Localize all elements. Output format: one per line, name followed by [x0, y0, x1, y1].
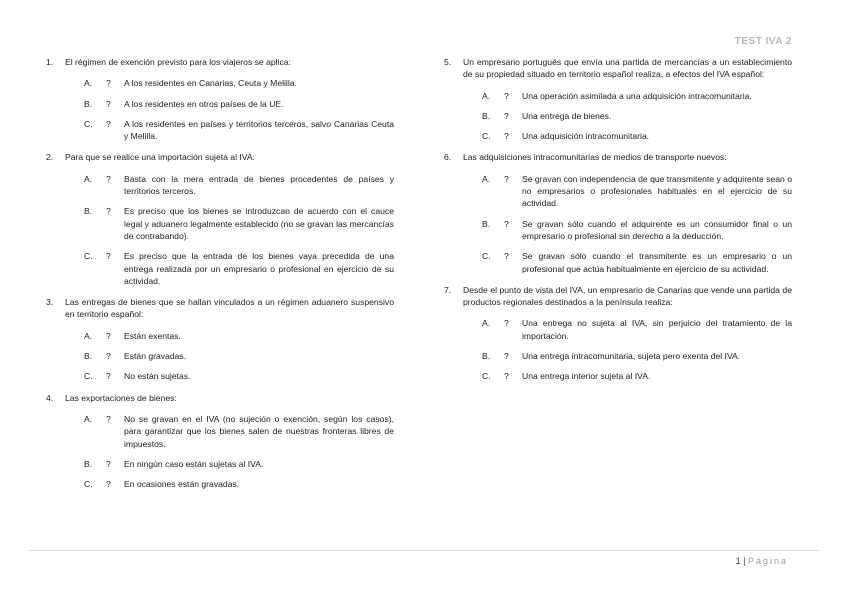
option-checkbox-mark[interactable]: ?	[504, 90, 509, 101]
option-checkbox-mark[interactable]: ?	[504, 218, 509, 229]
option-text: Es preciso que los bienes se introduzcan de acuerdo con el cauce legal y aduanero legalmente establecido (no se gravan las mercancías de contrabando).	[124, 206, 394, 241]
document-header-title: TEST IVA 2	[734, 36, 792, 47]
option-letter: B.	[84, 458, 93, 469]
option-checkbox-mark[interactable]: ?	[106, 251, 111, 262]
option-a[interactable]	[65, 330, 394, 342]
option-text: A los residentes en otros países de la UE.	[124, 98, 284, 109]
option-b[interactable]	[463, 218, 792, 243]
question-number: 3.	[46, 297, 54, 308]
question-number: 5.	[444, 57, 452, 67]
option-checkbox-mark[interactable]: ?	[504, 173, 509, 184]
question-3	[46, 296, 394, 382]
option-letter: C.	[482, 371, 491, 382]
option-text: Se gravan sólo cuando el adquirente es un consumidor final o un empresario o profesional sin derecho a la deducción.	[522, 218, 792, 241]
option-c[interactable]	[65, 370, 394, 382]
option-letter: B.	[84, 206, 93, 217]
option-letter: B.	[482, 110, 491, 121]
option-text: Se gravan sólo cuando el transmitente es un empresario o un profesional que actúa habitualmente en ejercicio de su actividad.	[522, 251, 792, 274]
question-number: 4.	[46, 392, 54, 403]
option-b[interactable]	[463, 350, 792, 362]
option-checkbox-mark[interactable]: ?	[106, 479, 111, 490]
question-options	[65, 413, 394, 490]
page-label: Página	[747, 556, 788, 566]
option-letter: A.	[84, 330, 93, 341]
question-number: 6.	[444, 152, 452, 163]
option-text: Una entrega no sujeta al IVA, sin perjuicio del tratamiento de la importación.	[522, 318, 792, 341]
option-checkbox-mark[interactable]: ?	[504, 318, 509, 329]
option-text: En ocasiones están gravadas.	[124, 479, 240, 490]
option-letter: C.	[84, 118, 93, 129]
question-4	[46, 392, 394, 491]
option-checkbox-mark[interactable]: ?	[106, 330, 111, 341]
option-c[interactable]	[463, 130, 792, 142]
option-checkbox-mark[interactable]: ?	[106, 458, 111, 469]
option-text: Están exentas.	[124, 330, 181, 341]
option-c[interactable]	[463, 370, 792, 382]
question-options	[463, 317, 792, 382]
question-options	[65, 77, 394, 142]
option-text: Una entrega de bienes.	[522, 110, 612, 121]
option-b[interactable]	[463, 110, 792, 122]
footer-separator: |	[743, 556, 746, 566]
question-options	[463, 90, 792, 143]
option-a[interactable]	[65, 77, 394, 89]
option-c[interactable]	[65, 118, 394, 143]
option-text: A los residentes en Canarias, Ceuta y Melilla.	[124, 78, 297, 89]
option-text: Una operación asimilada a una adquisición intracomunitaria.	[522, 90, 752, 101]
option-letter: C.	[482, 131, 491, 142]
option-letter: B.	[84, 98, 93, 109]
question-options	[463, 173, 792, 275]
option-checkbox-mark[interactable]: ?	[106, 78, 111, 89]
option-checkbox-mark[interactable]: ?	[504, 251, 509, 262]
option-b[interactable]	[65, 205, 394, 242]
question-2	[46, 151, 394, 287]
option-checkbox-mark[interactable]: ?	[106, 351, 111, 362]
option-letter: C.	[84, 479, 93, 490]
option-letter: C.	[482, 251, 491, 262]
option-letter: A.	[84, 413, 93, 424]
option-letter: B.	[84, 351, 93, 362]
option-checkbox-mark[interactable]: ?	[504, 131, 509, 142]
option-letter: A.	[84, 78, 93, 89]
option-c[interactable]	[65, 250, 394, 287]
option-checkbox-mark[interactable]: ?	[504, 351, 509, 362]
question-1	[46, 56, 394, 142]
option-b[interactable]	[65, 98, 394, 110]
page-number: 1	[735, 556, 741, 566]
option-text: Basta con la mera entrada de bienes procedentes de países y territorios terceros.	[124, 173, 394, 197]
question-number: 1.	[46, 57, 54, 67]
page-footer	[736, 556, 788, 566]
question-text: Un empresario portugués que envía una partida de mercancías a un establecimiento de su propiedad situado en territorio español realiza, a efectos del IVA español:	[463, 57, 792, 80]
option-text: Una entrega interior sujeta al IVA.	[522, 371, 651, 382]
option-letter: C.	[84, 251, 93, 262]
option-text: Se gravan con independencia de que transmitente y adquirente sean o no empresarios o profesionales habituales en el ejercicio de su actividad.	[522, 173, 792, 209]
option-b[interactable]	[65, 350, 394, 362]
option-a[interactable]	[65, 413, 394, 450]
option-a[interactable]	[65, 173, 394, 198]
option-checkbox-mark[interactable]: ?	[106, 118, 111, 129]
option-letter: A.	[482, 318, 491, 329]
question-6	[444, 151, 792, 274]
option-letter: A.	[482, 90, 491, 101]
option-checkbox-mark[interactable]: ?	[106, 371, 111, 382]
option-text: No se gravan en el IVA (no sujeción o exención, según los casos), para garantizar que los bienes salen de nuestras fronteras libres de impuestos.	[124, 413, 394, 449]
question-text: Las exportaciones de bienes:	[65, 392, 177, 403]
option-c[interactable]	[65, 478, 394, 490]
option-a[interactable]	[463, 173, 792, 210]
option-text: Una entrega intracomunitaria, sujeta pero exenta del IVA.	[522, 351, 741, 362]
option-letter: B.	[482, 351, 491, 362]
left-column	[46, 56, 394, 499]
question-5	[444, 56, 792, 142]
question-number: 2.	[46, 152, 54, 163]
question-text: Las entregas de bienes que se hallan vinculados a un régimen aduanero suspensivo en territorio español:	[65, 297, 394, 320]
option-text: No están sujetas.	[124, 371, 191, 382]
option-checkbox-mark[interactable]: ?	[106, 98, 111, 109]
option-checkbox-mark[interactable]: ?	[106, 173, 111, 184]
question-text: Las adquisiciones intracomunitarias de medios de transporte nuevos:	[463, 152, 727, 163]
question-text: Para que se realice una importación sujeta al IVA:	[65, 152, 255, 163]
option-text: Están gravadas.	[124, 351, 187, 362]
question-options	[65, 330, 394, 383]
option-a[interactable]	[463, 90, 792, 102]
option-c[interactable]	[463, 250, 792, 275]
option-checkbox-mark[interactable]: ?	[106, 413, 111, 424]
question-text: El régimen de exención previsto para los viajeros se aplica:	[65, 57, 291, 67]
question-text: Desde el punto de vista del IVA, un empresario de Canarias que vende una partida de productos regionales destinados a la península realiza:	[463, 284, 792, 308]
option-checkbox-mark[interactable]: ?	[504, 110, 509, 121]
footer-divider	[28, 550, 820, 551]
option-text: A los residentes en países y territorios terceros, salvo Canarias Ceuta y Melilla.	[124, 118, 394, 142]
question-number: 7.	[444, 284, 452, 295]
option-checkbox-mark[interactable]: ?	[504, 371, 509, 382]
option-text: Es preciso que la entrada de los bienes vaya precedida de una entrega realizada por un empresario o profesional en ejercicio de su actividad.	[124, 251, 394, 286]
option-text: Una adquisición intracomunitaria.	[522, 131, 650, 142]
option-a[interactable]	[463, 317, 792, 342]
option-b[interactable]	[65, 458, 394, 470]
question-7	[444, 284, 792, 383]
question-options	[65, 173, 394, 287]
option-letter: C.	[84, 371, 93, 382]
option-text: En ningún caso están sujetas al IVA.	[124, 458, 264, 469]
right-column	[444, 56, 792, 392]
option-checkbox-mark[interactable]: ?	[106, 206, 111, 217]
option-letter: B.	[482, 218, 491, 229]
option-letter: A.	[84, 173, 93, 184]
option-letter: A.	[482, 173, 491, 184]
